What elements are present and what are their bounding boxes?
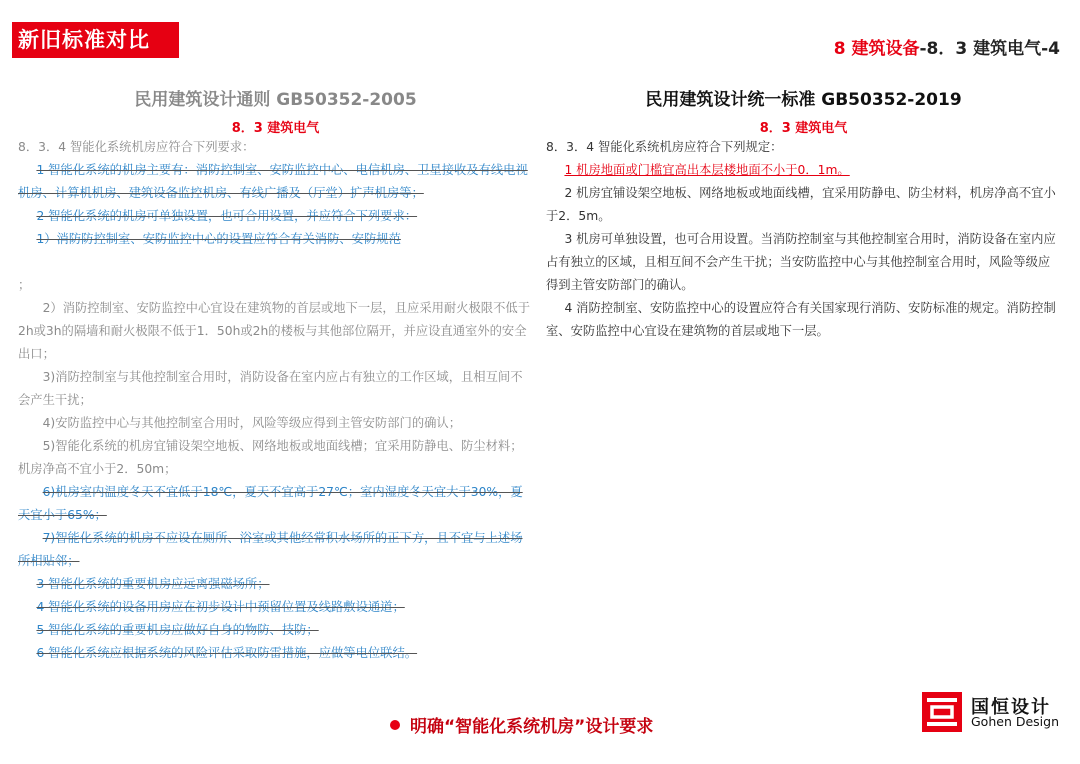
old-clause-intro: 8．3．4 智能化系统机房应符合下列要求： (18, 140, 255, 154)
old-standard-text (18, 136, 533, 665)
old-deleted-item-2-7: 7)智能化系统的机房不应设在厕所、浴室或其他经常积水场所的正下方，且不宜与上述场所相贴邻； (18, 531, 523, 568)
bullet-dot-icon (390, 720, 400, 730)
old-deleted-item-3: 3 智能化系统的重要机房应远离强磁场所； (36, 577, 270, 591)
section-heading-sub: -8．3 建筑电气-4 (919, 39, 1060, 59)
company-logo (922, 692, 1062, 732)
new-item-4: 4 消防控制室、安防监控中心的设置应符合有关国家现行消防、安防标准的规定。消防控制室、安防监控中心宜设在建筑物的首层或地下一层。 (546, 301, 1056, 338)
old-standard-title: 民用建筑设计通则 GB50352-2005 (134, 90, 417, 110)
old-deleted-item-2-6: 6)机房室内温度冬天不宜低于18℃，夏天不宜高于27℃；室内湿度冬天宜大于30%，夏天宜小于65%； (18, 485, 523, 522)
section-heading (834, 34, 1060, 59)
new-section-label: 8．3 建筑电气 (759, 121, 848, 136)
logo-chinese-name: 国恒设计 (971, 697, 1051, 718)
gohen-logo-mark-icon (922, 692, 962, 732)
old-deleted-item-2-1: 1）消防防控制室、安防监控中心的设置应符合有关消防、安防规范 (36, 232, 401, 246)
old-semicolon: ； (18, 278, 31, 292)
new-item-1 (546, 159, 1058, 182)
section-heading-chapter: 8 建筑设备 (833, 39, 920, 59)
new-standard-title: 民用建筑设计统一标准 GB50352-2019 (645, 90, 962, 110)
key-point-footer (390, 712, 653, 737)
old-item-2-4: 4)安防监控中心与其他控制室合用时，风险等级应得到主管安防部门的确认； (42, 416, 462, 430)
logo-english-name: Gohen Design (971, 714, 1060, 729)
new-clause-intro: 8．3．4 智能化系统机房应符合下列规定： (546, 140, 783, 154)
old-item-2-2: 2）消防控制室、安防监控中心宜设在建筑物的首层或地下一层，且应采用耐火极限不低于2h或3h的隔墙和耐火极限不低于1．50h或2h的楼板与其他部位隔开，并应设直通室外的安全出口； (18, 301, 530, 361)
old-deleted-item-5: 5 智能化系统的重要机房应做好自身的物防、技防； (36, 623, 319, 637)
old-deleted-item-4: 4 智能化系统的设备用房应在初步设计中预留位置及线路敷设通道； (36, 600, 405, 614)
old-item-2-5: 5)智能化系统的机房宜铺设架空地板、网络地板或地面线槽；宜采用防静电、防尘材料；机房净高不宜小于2．50m； (18, 439, 523, 476)
old-deleted-item-6: 6 智能化系统应根据系统的风险评估采取防雷措施，应做等电位联结。 (36, 646, 418, 660)
old-section-label: 8．3 建筑电气 (231, 121, 320, 136)
new-standard-text (546, 136, 1058, 343)
new-item-2: 2 机房宜铺设架空地板、网络地板或地面线槽，宜采用防静电、防尘材料，机房净高不宜小于2．5m。 (546, 186, 1056, 223)
new-item-1-text: 1 机房地面或门槛宜高出本层楼地面不小于0．1m。 (564, 163, 850, 177)
old-deleted-item-2: 2 智能化系统的机房可单独设置，也可合用设置，并应符合下列要求： (36, 209, 418, 223)
key-point-text: 明确“智能化系统机房”设计要求 (410, 717, 654, 737)
new-item-3: 3 机房可单独设置，也可合用设置。当消防控制室与其他控制室合用时，消防设备在室内应占有独立的区域，且相互间不会产生干扰；当安防监控中心与其他控制室合用时，风险等级应得到主管安防部门的确认。 (546, 232, 1056, 292)
old-blank-line (18, 251, 533, 274)
old-deleted-item-1: 1 智能化系统的机房主要有：消防控制室、安防监控中心、电信机房、卫星接收及有线电视机房、计算机机房、建筑设备监控机房、有线广播及（厅堂）扩声机房等； (18, 163, 528, 200)
page-badge: 新旧标准对比 (12, 22, 179, 58)
old-item-2-3: 3)消防控制室与其他控制室合用时，消防设备在室内应占有独立的工作区域，且相互间不会产生干扰； (18, 370, 523, 407)
